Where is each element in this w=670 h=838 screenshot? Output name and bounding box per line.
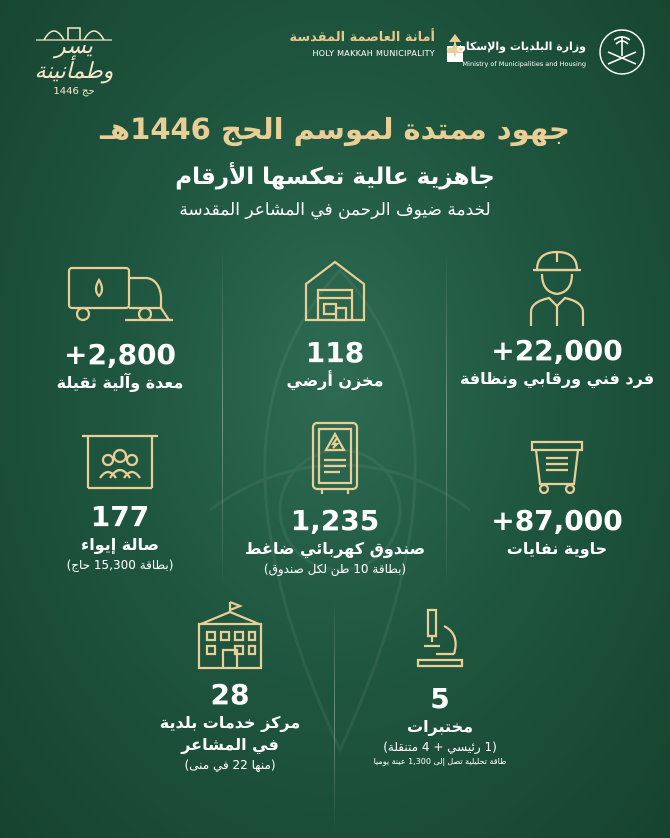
labs-value: 5 [430,682,450,715]
warehouse-value: 118 [305,336,365,369]
stat-labs [340,606,540,768]
stat-shelter [20,432,220,574]
saudi-emblem-icon [596,26,648,78]
workers-label: فرد فني ورقابي ونظافة [459,369,655,388]
shelter-note: (بطاقة 15,300 حاج) [66,558,174,572]
column-divider-right [446,250,447,590]
worker-helmet-icon [527,248,587,328]
stat-containers [452,438,662,560]
electrical-value: 1,235 [290,504,380,537]
stat-electrical [232,420,438,578]
campaign-year: حج 1446 [53,86,95,97]
equipment-label: معدة وآلية ثقيلة [56,373,184,392]
shelter-label: صالة إيواء [81,535,159,554]
makkah-municipality-logo [255,30,435,74]
stat-workers [452,248,662,390]
makkah-municipality-ar: أمانة العاصمة المقدسة [289,30,435,45]
warehouse-label: مخزن أرضي [286,371,384,390]
containers-value: +87,000 [491,504,623,537]
equipment-value: +2,800 [63,338,177,371]
service-centers-value: 28 [210,678,250,711]
tagline: لخدمة ضيوف الرحمن في المشاعر المقدسة [179,200,491,220]
service-centers-note: (منها 22 في منى) [184,758,276,772]
stat-service-centers [130,600,330,774]
municipal-building-icon [193,600,267,670]
service-centers-label: مركز خدمات بلدية [159,713,301,732]
column-divider-left [222,250,223,590]
waste-container-icon [528,438,586,494]
main-title: جهود ممتدة لموسم الحج 1446هـ [100,112,570,146]
campaign-logo-text: يسر وطمأنينة [34,34,114,84]
electrical-label: صندوق كهربائي ضاغط [244,539,426,558]
campaign-logo [24,18,124,97]
electrical-box-icon [310,420,360,494]
sweeper-truck-icon [65,262,175,326]
shelter-hall-icon [80,432,160,490]
column-divider-bottom [334,600,335,830]
microscope-icon [414,606,466,672]
labs-capacity: طاقة تحليلية تصل إلى 1,300 عينة يوميا [373,757,507,766]
service-centers-label-2: في المشاعر [181,735,279,754]
stat-equipment [20,262,220,394]
dome-outline-icon [34,20,114,42]
containers-label: حاوية نفايات [506,539,608,558]
stat-warehouse [232,258,438,392]
warehouse-icon [302,258,368,324]
ministry-name-ar: وزارة البلديات والإسكان [456,40,586,53]
ministry-name-en: Ministry of Municipalities and Housing [462,60,586,68]
labs-label: مختبرات [406,717,473,736]
labs-note: (1 رئيسي + 4 متنقلة) [383,740,497,754]
makkah-municipality-en: HOLY MAKKAH MUNICIPALITY [312,49,435,58]
subtitle: جاهزية عالية تعكسها الأرقام [175,164,495,190]
shelter-value: 177 [90,500,150,533]
ministry-logo [456,30,658,74]
electrical-note: (بطاقة 10 طن لكل صندوق) [263,562,407,576]
workers-value: +22,000 [491,334,623,367]
